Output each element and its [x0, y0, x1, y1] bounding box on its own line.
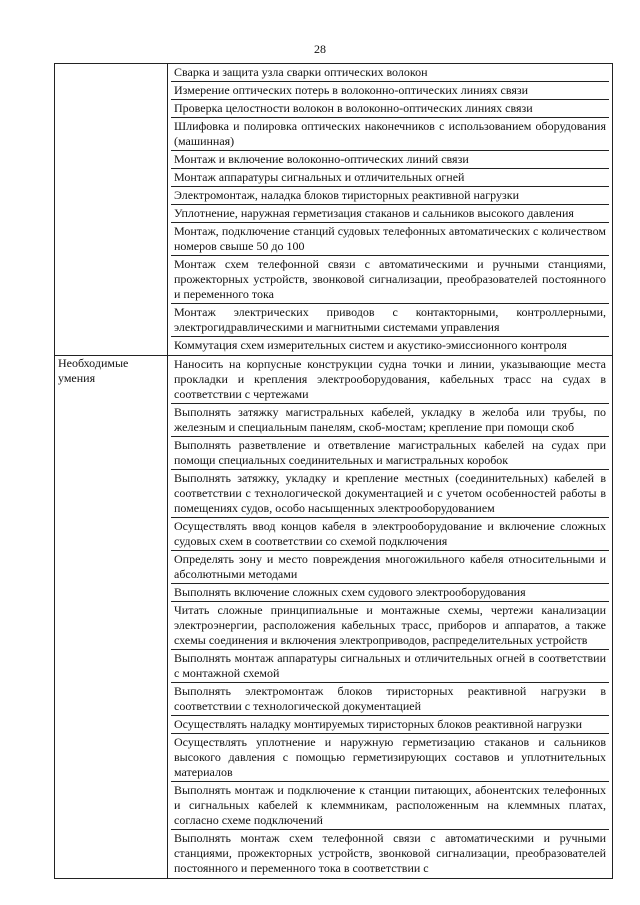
list-item: Выполнять затяжку, укладку и крепление местных (соединительных) кабелей в соответствии с технологической документацией и с учетом особенностей работы в помещениях судов, особо насыщенных электрооборудованием [171, 470, 609, 518]
section-two-items [168, 356, 613, 879]
list-item: Осуществлять уплотнение и наружную герметизацию стаканов и сальников высокого давления с помощью герметизирующих составов и уплотнительных материалов [171, 734, 609, 782]
list-item: Сварка и защита узла сварки оптических волокон [171, 64, 609, 82]
section-one-label [55, 64, 168, 356]
qualification-table [54, 63, 613, 879]
table-row-section-two [55, 356, 613, 879]
table-row-section-one [55, 64, 613, 356]
list-item: Осуществлять ввод концов кабеля в электрооборудование и включение сложных судовых схем в соответствии со схемой подключения [171, 518, 609, 551]
list-item: Шлифовка и полировка оптических наконечников с использованием оборудования (машинная) [171, 118, 609, 151]
list-item: Монтаж аппаратуры сигнальных и отличительных огней [171, 169, 609, 187]
list-item: Выполнять электромонтаж блоков тиристорных реактивной нагрузки в соответствии с технологической документацией [171, 683, 609, 716]
list-item: Уплотнение, наружная герметизация стаканов и сальников высокого давления [171, 205, 609, 223]
list-item: Проверка целостности волокон в волоконно-оптических линиях связи [171, 100, 609, 118]
list-item: Монтаж, подключение станций судовых телефонных автоматических с количеством номеров свыше 50 до 100 [171, 223, 609, 256]
list-item: Выполнять монтаж аппаратуры сигнальных и отличительных огней в соответствии с монтажной схемой [171, 650, 609, 683]
section-two-label: Необходимые умения [55, 356, 168, 879]
list-item: Осуществлять наладку монтируемых тиристорных блоков реактивной нагрузки [171, 716, 609, 734]
list-item: Выполнять монтаж схем телефонной связи с автоматическими и ручными станциями, прожекторных устройств, звонковой сигнализации, преобразователей постоянного и переменного тока в соответствии с [174, 831, 606, 875]
list-item: Монтаж электрических приводов с контакторными, контроллерными, электрогидравлическими и магнитными системами управления [171, 304, 609, 337]
list-item: Выполнять монтаж и подключение к станции питающих, абонентских телефонных и сигнальных кабелей к клеммникам, расположенным на клеммных платах, согласно схеме подключений [171, 782, 609, 830]
list-item: Коммутация схем измерительных систем и акустико-эмиссионного контроля [174, 338, 567, 352]
list-item: Монтаж и включение волоконно-оптических линий связи [171, 151, 609, 169]
list-item: Читать сложные принципиальные и монтажные схемы, чертежи канализации электроэнергии, расположения кабельных трасс, приборов и аппаратов, а также схемы соединения и включения электроприводов, распределительных устройств [171, 602, 609, 650]
page-number: 28 [314, 42, 326, 56]
list-item: Выполнять затяжку магистральных кабелей, укладку в желоба или трубы, по железным и специальным панелям, скоб-мостам; крепление при помощи скоб [171, 404, 609, 437]
list-item: Выполнять включение сложных схем судового электрооборудования [171, 584, 609, 602]
list-item: Определять зону и место повреждения многожильного кабеля относительными и абсолютными методами [171, 551, 609, 584]
list-item: Монтаж схем телефонной связи с автоматическими и ручными станциями, прожекторных устройств, звонковой сигнализации, преобразователей постоянного и переменного тока [171, 256, 609, 304]
list-item: Наносить на корпусные конструкции судна точки и линии, указывающие места прокладки и крепления электрооборудования, кабельных трасс на судах в соответствии с чертежами [171, 356, 609, 404]
list-item: Электромонтаж, наладка блоков тиристорных реактивной нагрузки [171, 187, 609, 205]
list-item: Измерение оптических потерь в волоконно-оптических линиях связи [171, 82, 609, 100]
section-one-items [168, 64, 613, 356]
list-item: Выполнять разветвление и ответвление магистральных кабелей на судах при помощи специальных соединительных и магистральных коробок [171, 437, 609, 470]
